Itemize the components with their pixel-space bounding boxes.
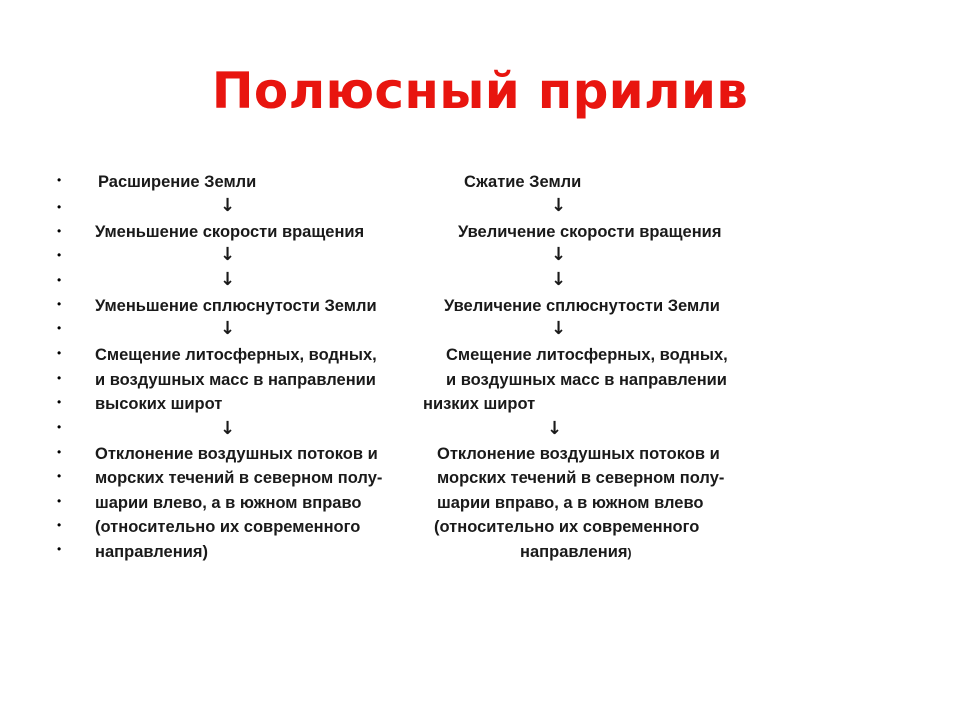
closing-paren: ) <box>627 546 632 560</box>
bullet-marker: • <box>57 297 62 311</box>
left-deflection-line5: направления) <box>95 543 208 561</box>
down-arrow-icon: ↓ <box>220 244 236 265</box>
bullet-marker: • <box>57 469 62 483</box>
left-mass-shift-line3: высоких широт <box>95 395 223 413</box>
down-arrow-icon: ↓ <box>551 318 567 339</box>
left-mass-shift-line2: и воздушных масс в направлении <box>95 371 376 389</box>
right-deflection-line1: Отклонение воздушных потоков и <box>437 445 720 463</box>
left-expansion: Расширение Земли <box>98 173 257 191</box>
down-arrow-icon: ↓ <box>551 195 567 216</box>
bullet-marker: • <box>57 200 62 214</box>
left-deflection-line3: шарии влево, а в южном вправо <box>95 494 362 512</box>
bullet-marker: • <box>57 542 62 556</box>
right-rotation-speedup: Увеличение скорости вращения <box>458 223 722 241</box>
down-arrow-icon: ↓ <box>220 195 236 216</box>
bullet-marker: • <box>57 248 62 262</box>
right-deflection-line5-text: направления <box>520 543 628 561</box>
down-arrow-icon: ↓ <box>551 269 567 290</box>
down-arrow-icon: ↓ <box>220 418 236 439</box>
bullet-marker: • <box>57 420 62 434</box>
left-deflection-line2: морских течений в северном полу- <box>95 469 383 487</box>
right-deflection-line3: шарии вправо, а в южном влево <box>437 494 704 512</box>
bullet-marker: • <box>57 224 62 238</box>
down-arrow-icon: ↓ <box>220 269 236 290</box>
left-deflection-line4: (относительно их современного <box>95 518 361 536</box>
bullet-marker: • <box>57 346 62 360</box>
bullet-marker: • <box>57 494 62 508</box>
down-arrow-icon: ↓ <box>220 318 236 339</box>
left-oblateness-decrease: Уменьшение сплюснутости Земли <box>95 297 377 315</box>
bullet-marker: • <box>57 273 62 287</box>
bullet-marker: • <box>57 321 62 335</box>
left-mass-shift-line1: Смещение литосферных, водных, <box>95 346 377 364</box>
left-deflection-line1: Отклонение воздушных потоков и <box>95 445 378 463</box>
right-deflection-line2: морских течений в северном полу- <box>437 469 725 487</box>
right-mass-shift-line1: Смещение литосферных, водных, <box>446 346 728 364</box>
right-compression: Сжатие Земли <box>464 173 582 191</box>
right-deflection-line5 <box>520 542 631 563</box>
bullet-marker: • <box>57 395 62 409</box>
right-mass-shift-line3: низких широт <box>423 395 536 413</box>
slide-title: Полюсный прилив <box>211 62 749 120</box>
right-oblateness-increase: Увеличение сплюснутости Земли <box>444 297 720 315</box>
bullet-marker: • <box>57 173 62 187</box>
down-arrow-icon: ↓ <box>547 418 563 439</box>
left-rotation-slowdown: Уменьшение скорости вращения <box>95 223 365 241</box>
bullet-marker: • <box>57 371 62 385</box>
bullet-marker: • <box>57 518 62 532</box>
right-mass-shift-line2: и воздушных масс в направлении <box>446 371 727 389</box>
right-deflection-line4: (относительно их современного <box>434 518 700 536</box>
down-arrow-icon: ↓ <box>551 244 567 265</box>
bullet-marker: • <box>57 445 62 459</box>
